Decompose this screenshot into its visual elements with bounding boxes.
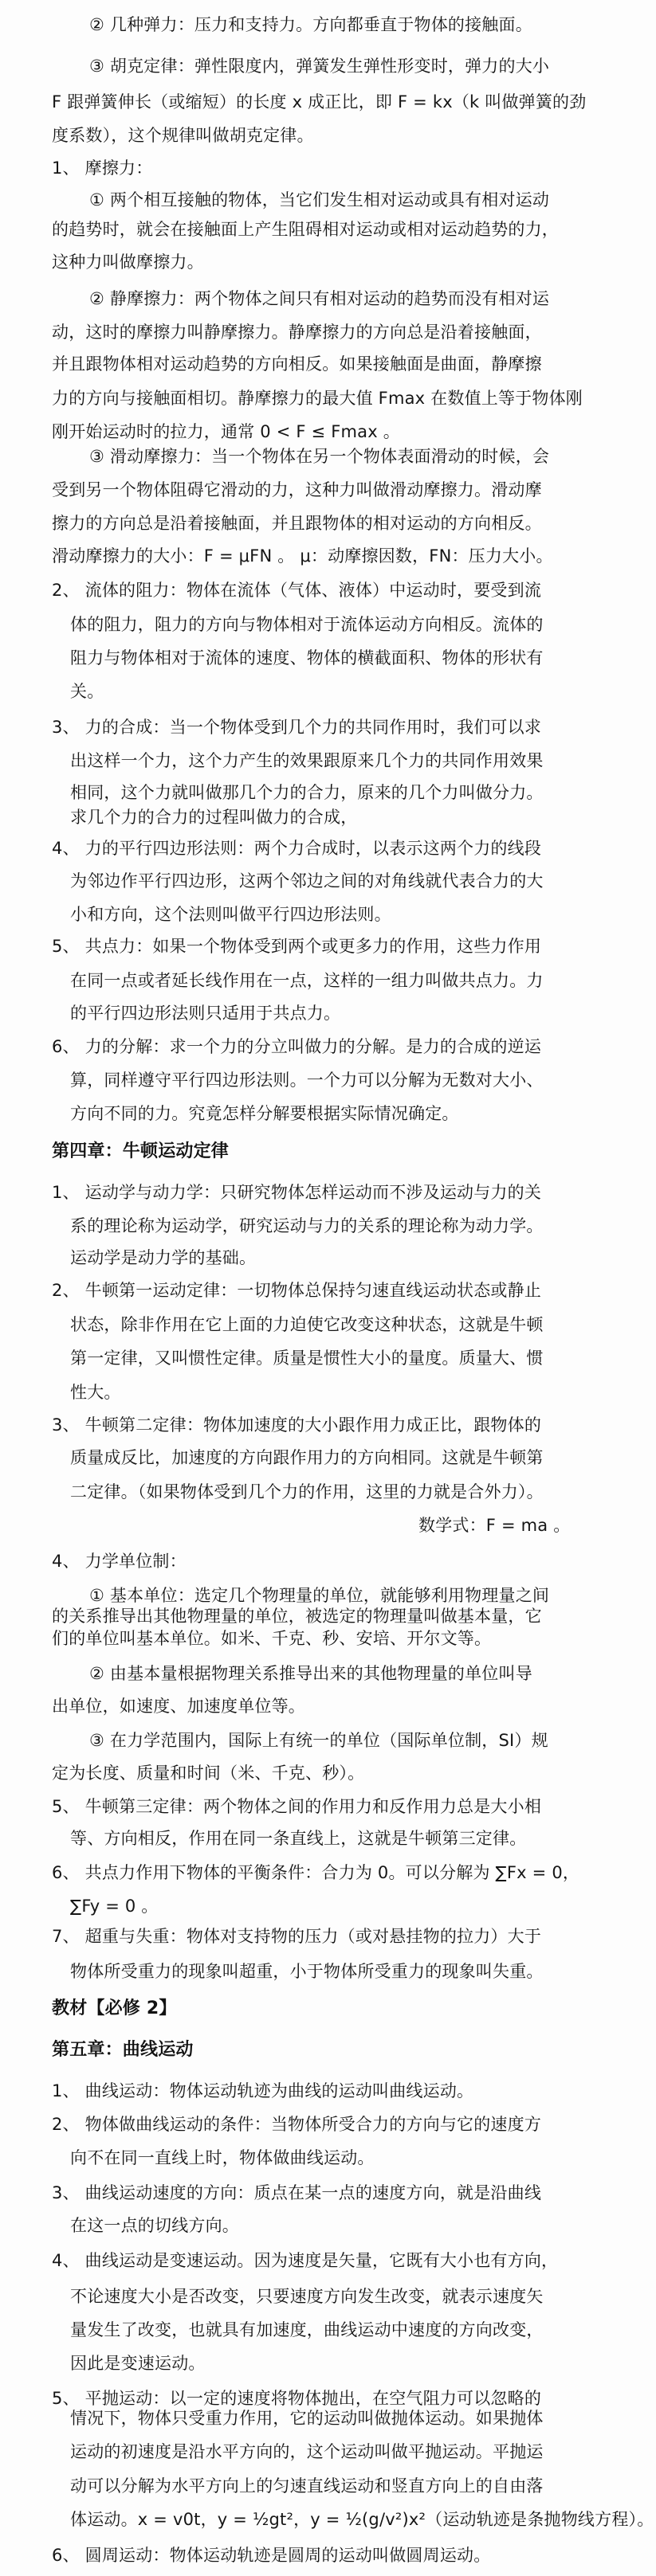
text-line: 体运动。x = v0t，y = ½gt²，y = ½(g/v²)x²（运动轨迹是条抛物线方程）。: [70, 2510, 654, 2529]
text-line: 第一定律，又叫惯性定律。质量是惯性大小的量度。质量大、惯: [70, 1349, 544, 1368]
text-line: 的趋势时，就会在接触面上产生阻碍相对运动或相对运动趋势的力，: [52, 220, 559, 239]
text-line: 因此是变速运动。: [70, 2354, 206, 2373]
text-line: 5、 牛顿第三定律：两个物体之间的作用力和反作用力总是大小相: [52, 1797, 542, 1816]
text-line: 系的理论称为运动学，研究运动与力的关系的理论称为动力学。: [70, 1216, 544, 1235]
text-line: 向不在同一直线上时，物体做曲线运动。: [70, 2148, 375, 2167]
text-line: 不论速度大小是否改变，只要速度方向发生改变，就表示速度矢: [70, 2287, 544, 2306]
text-line: 体的阻力，阻力的方向与物体相对于流体运动方向相反。流体的: [70, 615, 544, 634]
text-line: ② 静摩擦力：两个物体之间只有相对运动的趋势而没有相对运: [89, 289, 550, 308]
text-line: 为邻边作平行四边形，这两个邻边之间的对角线就代表合力的大: [70, 871, 544, 891]
section-heading: 教材【必修 2】: [52, 1999, 177, 2018]
text-line: 二定律。（如果物体受到几个力的作用，这里的力就是合外力）。: [70, 1482, 544, 1501]
text-line: ∑Fy = 0 。: [70, 1897, 159, 1916]
text-line: 质量成反比，加速度的方向跟作用力的方向相同。这就是牛顿第: [70, 1448, 544, 1467]
text-line: 2、 物体做曲线运动的条件：当物体所受合力的方向与它的速度方: [52, 2115, 542, 2134]
text-line: F 跟弹簧伸长（或缩短）的长度 x 成正比，即 F = kx（k 叫做弹簧的劲: [52, 92, 587, 112]
text-line: 7、 超重与失重：物体对支持物的压力（或对悬挂物的拉力）大于: [52, 1927, 542, 1946]
text-line: 3、 力的合成：当一个物体受到几个力的共同作用时，我们可以求: [52, 718, 542, 737]
text-line: ① 基本单位：选定几个物理量的单位，就能够利用物理量之间: [89, 1586, 550, 1605]
text-line: 刚开始运动时的拉力，通常 0 < F ≤ Fmax 。: [52, 422, 400, 441]
text-line: 受到另一个物体阻碍它滑动的力，这种力叫做滑动摩擦力。滑动摩: [52, 480, 542, 499]
text-line: 2、 流体的阻力：物体在流体（气体、液体）中运动时，要受到流: [52, 581, 542, 600]
text-line: 并且跟物体相对运动趋势的方向相反。如果接触面是曲面，静摩擦: [52, 354, 542, 374]
text-line: 物体所受重力的现象叫超重，小于物体所受重力的现象叫失重。: [70, 1962, 544, 1981]
text-line: 1、 曲线运动：物体运动轨迹为曲线的运动叫曲线运动。: [52, 2081, 474, 2100]
section-heading: 第五章：曲线运动: [52, 2040, 194, 2060]
text-line: ③ 滑动摩擦力：当一个物体在另一个物体表面滑动的时候，会: [89, 447, 550, 466]
text-line: ③ 胡克定律：弹性限度内，弹簧发生弹性形变时，弹力的大小: [89, 57, 550, 76]
text-line: 度系数），这个规律叫做胡克定律。: [52, 126, 314, 145]
text-line: 6、 圆周运动：物体运动轨迹是圆周的运动叫做圆周运动。: [52, 2546, 491, 2565]
text-line: 6、 共点力作用下物体的平衡条件：合力为 0。可以分解为 ∑Fx = 0，: [52, 1863, 580, 1882]
text-line: 性大。: [70, 1383, 121, 1402]
text-line: 运动学是动力学的基础。: [70, 1248, 257, 1267]
section-heading: 第四章：牛顿运动定律: [52, 1141, 230, 1161]
text-line: 5、 平抛运动：以一定的速度将物体抛出，在空气阻力可以忽略的: [52, 2389, 542, 2408]
text-line: 情况下，物体只受重力作用，它的运动叫做抛体运动。如果抛体: [70, 2409, 544, 2428]
text-line: 定为长度、质量和时间（米、千克、秒）。: [52, 1764, 365, 1783]
text-line: 状态，除非作用在它上面的力迫使它改变这种状态，这就是牛顿: [70, 1315, 544, 1334]
text-line: 阻力与物体相对于流体的速度、物体的横截面积、物体的形状有: [70, 648, 544, 667]
text-line: 们的单位叫基本单位。如米、千克、秒、安培、开尔文等。: [52, 1629, 492, 1648]
text-line: 动可以分解为水平方向上的匀速直线运动和竖直方向上的自由落: [70, 2476, 544, 2496]
text-line: ② 几种弹力：压力和支持力。方向都垂直于物体的接触面。: [89, 15, 532, 34]
text-line: 1、 摩擦力：: [52, 159, 153, 178]
text-line: 量发生了改变，也就具有加速度，曲线运动中速度的方向改变，: [70, 2320, 544, 2339]
text-line: 小和方向，这个法则叫做平行四边形法则。: [70, 905, 391, 924]
text-line: 2、 牛顿第一运动定律：一切物体总保持匀速直线运动状态或静止: [52, 1281, 542, 1300]
text-line: 3、 牛顿第二定律：物体加速度的大小跟作用力成正比，跟物体的: [52, 1415, 542, 1435]
text-line: ② 由基本量根据物理关系推导出来的其他物理量的单位叫导: [89, 1664, 532, 1683]
text-line: 6、 力的分解：求一个力的分立叫做力的分解。是力的合成的逆运: [52, 1037, 542, 1056]
text-line: 出这样一个力，这个力产生的效果跟原来几个力的共同作用效果: [70, 751, 544, 770]
text-line: 擦力的方向总是沿着接触面，并且跟物体的相对运动的方向相反。: [52, 514, 542, 533]
text-line: 动，这时的摩擦力叫静摩擦力。静摩擦力的方向总是沿着接触面，: [52, 323, 542, 342]
text-line: 算，同样遵守平行四边形法则。一个力可以分解为无数对大小、: [70, 1071, 544, 1090]
text-line: 关。: [70, 682, 104, 701]
text-line: 这种力叫做摩擦力。: [52, 253, 204, 272]
text-line: 运动的初速度是沿水平方向的，这个运动叫做平抛运动。平抛运: [70, 2442, 544, 2461]
text-line: 3、 曲线运动速度的方向：质点在某一点的速度方向，就是沿曲线: [52, 2183, 542, 2202]
text-line: 的关系推导出其他物理量的单位，被选定的物理量叫做基本量，它: [52, 1607, 542, 1626]
text-line: 相同，这个力就叫做那几个力的合力，原来的几个力叫做分力。: [70, 783, 544, 802]
text-line: 在同一点或者延长线作用在一点，这样的一组力叫做共点力。力: [70, 971, 544, 990]
text-line: 力的方向与接触面相切。静摩擦力的最大值 Fmax 在数值上等于物体刚: [52, 389, 583, 408]
text-line: 4、 力学单位制：: [52, 1552, 187, 1571]
text-line: 在这一点的切线方向。: [70, 2216, 239, 2235]
text-line: 4、 曲线运动是变速运动。因为速度是矢量，它既有大小也有方向，: [52, 2251, 559, 2270]
text-line: ③ 在力学范围内，国际上有统一的单位（国际单位制，SI）规: [89, 1731, 548, 1750]
text-line: 5、 共点力：如果一个物体受到两个或更多力的作用，这些力作用: [52, 937, 542, 956]
text-line: 4、 力的平行四边形法则：两个力合成时，以表示这两个力的线段: [52, 839, 542, 858]
text-line: ① 两个相互接触的物体，当它们发生相对运动或具有相对运动: [89, 190, 550, 209]
text-line: 数学式：F = ma 。: [418, 1516, 571, 1535]
text-line: 的平行四边形法则只适用于共点力。: [70, 1004, 341, 1023]
text-line: 滑动摩擦力的大小：F = μFN 。 μ：动摩擦因数，FN：压力大小。: [52, 546, 553, 566]
text-line: 等、方向相反，作用在同一条直线上，这就是牛顿第三定律。: [70, 1829, 527, 1848]
text-line: 求几个力的合力的过程叫做力的合成，: [70, 808, 358, 827]
text-line: 方向不同的力。究竟怎样分解要根据实际情况确定。: [70, 1104, 459, 1123]
text-line: 1、 运动学与动力学：只研究物体怎样运动而不涉及运动与力的关: [52, 1183, 542, 1202]
text-line: 出单位，如速度、加速度单位等。: [52, 1697, 305, 1716]
